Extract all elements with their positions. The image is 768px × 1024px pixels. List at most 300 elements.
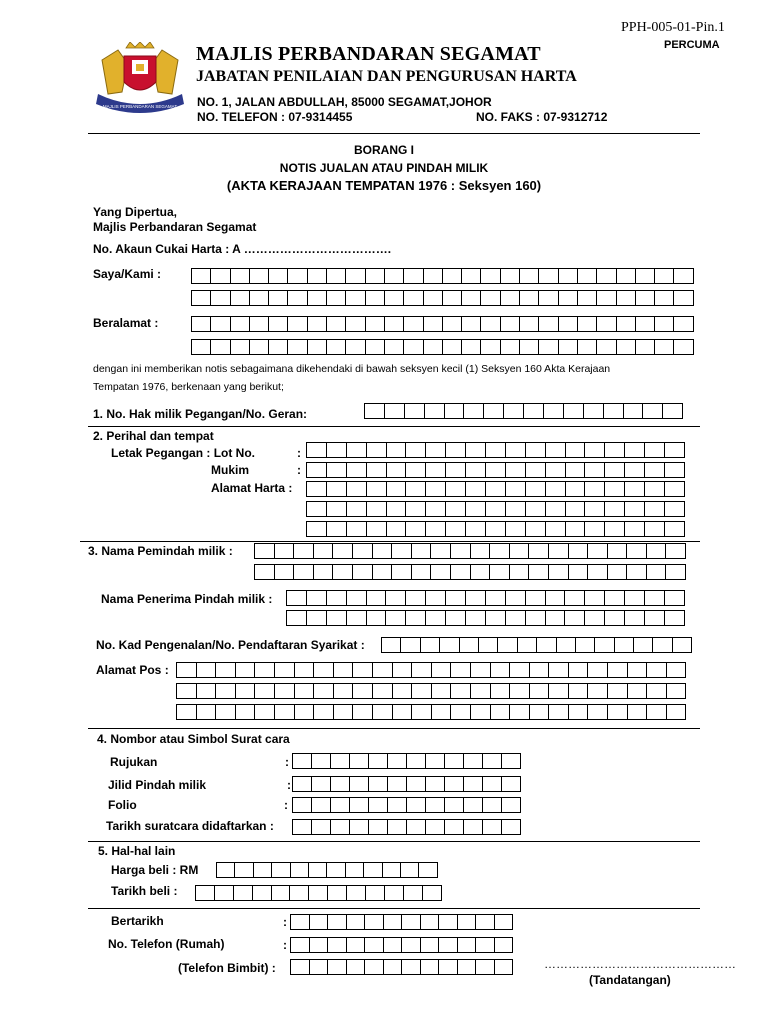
char-box[interactable] (249, 268, 269, 284)
char-box[interactable] (604, 462, 625, 478)
char-box[interactable] (475, 937, 495, 953)
char-box[interactable] (352, 543, 373, 559)
char-box[interactable] (457, 914, 477, 930)
char-box[interactable] (400, 862, 419, 878)
char-box[interactable] (333, 662, 354, 678)
char-box[interactable] (568, 704, 589, 720)
char-box[interactable] (505, 590, 526, 606)
char-box[interactable] (444, 776, 464, 792)
char-box[interactable] (425, 590, 446, 606)
char-box[interactable] (465, 521, 486, 537)
char-box[interactable] (230, 316, 250, 332)
reference-boxes[interactable] (292, 753, 520, 769)
char-box[interactable] (423, 316, 443, 332)
char-box[interactable] (191, 316, 211, 332)
char-box[interactable] (216, 862, 235, 878)
char-box[interactable] (545, 521, 566, 537)
char-box[interactable] (387, 753, 407, 769)
char-box[interactable] (556, 637, 576, 653)
char-box[interactable] (403, 885, 423, 901)
char-box[interactable] (191, 268, 211, 284)
char-box[interactable] (349, 776, 369, 792)
char-box[interactable] (271, 885, 291, 901)
char-box[interactable] (363, 862, 382, 878)
char-box[interactable] (465, 462, 486, 478)
lot-number-boxes[interactable] (306, 442, 684, 458)
char-box[interactable] (517, 637, 537, 653)
char-box[interactable] (345, 862, 364, 878)
char-box[interactable] (249, 316, 269, 332)
char-box[interactable] (607, 704, 628, 720)
char-box[interactable] (519, 268, 539, 284)
char-box[interactable] (465, 590, 486, 606)
char-box[interactable] (293, 564, 314, 580)
char-box[interactable] (548, 564, 569, 580)
char-box[interactable] (584, 481, 605, 497)
char-box[interactable] (327, 885, 347, 901)
char-box[interactable] (635, 290, 655, 306)
char-box[interactable] (254, 662, 275, 678)
char-box[interactable] (345, 290, 365, 306)
char-box[interactable] (430, 543, 451, 559)
char-box[interactable] (662, 403, 683, 419)
char-box[interactable] (482, 753, 502, 769)
char-box[interactable] (565, 521, 586, 537)
char-box[interactable] (386, 521, 407, 537)
char-box[interactable] (307, 290, 327, 306)
char-box[interactable] (596, 268, 616, 284)
char-box[interactable] (252, 885, 272, 901)
char-box[interactable] (644, 590, 665, 606)
char-box[interactable] (326, 481, 347, 497)
char-box[interactable] (311, 819, 331, 835)
char-box[interactable] (439, 637, 459, 653)
char-box[interactable] (425, 521, 446, 537)
char-box[interactable] (584, 501, 605, 517)
char-box[interactable] (445, 501, 466, 517)
char-box[interactable] (627, 662, 648, 678)
char-box[interactable] (383, 914, 403, 930)
char-box[interactable] (445, 481, 466, 497)
char-box[interactable] (545, 501, 566, 517)
char-box[interactable] (286, 610, 307, 626)
char-box[interactable] (176, 704, 197, 720)
ic-registration-boxes[interactable] (381, 637, 691, 653)
char-box[interactable] (646, 683, 667, 699)
char-box[interactable] (673, 290, 693, 306)
char-box[interactable] (191, 339, 211, 355)
char-box[interactable] (490, 683, 511, 699)
char-box[interactable] (538, 290, 558, 306)
char-box[interactable] (405, 442, 426, 458)
char-box[interactable] (333, 683, 354, 699)
char-box[interactable] (425, 776, 445, 792)
char-box[interactable] (268, 339, 288, 355)
char-box[interactable] (644, 521, 665, 537)
char-box[interactable] (587, 704, 608, 720)
char-box[interactable] (346, 914, 366, 930)
char-box[interactable] (558, 339, 578, 355)
char-box[interactable] (545, 442, 566, 458)
char-box[interactable] (384, 316, 404, 332)
char-box[interactable] (313, 543, 334, 559)
char-box[interactable] (372, 683, 393, 699)
char-box[interactable] (525, 590, 546, 606)
char-box[interactable] (626, 564, 647, 580)
char-box[interactable] (345, 339, 365, 355)
char-box[interactable] (345, 268, 365, 284)
char-box[interactable] (565, 442, 586, 458)
char-box[interactable] (463, 776, 483, 792)
char-box[interactable] (313, 683, 334, 699)
char-box[interactable] (509, 662, 530, 678)
char-box[interactable] (525, 610, 546, 626)
beralamat-boxes-row1[interactable] (191, 316, 693, 332)
char-box[interactable] (309, 937, 329, 953)
char-box[interactable] (444, 797, 464, 813)
char-box[interactable] (475, 914, 495, 930)
char-box[interactable] (444, 403, 465, 419)
char-box[interactable] (425, 481, 446, 497)
char-box[interactable] (665, 564, 686, 580)
char-box[interactable] (509, 704, 530, 720)
char-box[interactable] (268, 268, 288, 284)
char-box[interactable] (475, 959, 495, 975)
char-box[interactable] (438, 914, 458, 930)
char-box[interactable] (176, 683, 197, 699)
char-box[interactable] (406, 819, 426, 835)
char-box[interactable] (445, 442, 466, 458)
char-box[interactable] (330, 753, 350, 769)
transferee-name-boxes-row2[interactable] (286, 610, 684, 626)
char-box[interactable] (326, 610, 347, 626)
char-box[interactable] (480, 290, 500, 306)
char-box[interactable] (604, 610, 625, 626)
char-box[interactable] (405, 610, 426, 626)
char-box[interactable] (485, 521, 506, 537)
char-box[interactable] (558, 316, 578, 332)
char-box[interactable] (326, 442, 347, 458)
char-box[interactable] (494, 914, 514, 930)
char-box[interactable] (442, 339, 462, 355)
char-box[interactable] (234, 862, 253, 878)
char-box[interactable] (366, 501, 387, 517)
char-box[interactable] (326, 339, 346, 355)
char-box[interactable] (352, 564, 373, 580)
char-box[interactable] (646, 662, 667, 678)
char-box[interactable] (401, 937, 421, 953)
char-box[interactable] (604, 501, 625, 517)
char-box[interactable] (644, 462, 665, 478)
char-box[interactable] (565, 501, 586, 517)
char-box[interactable] (366, 442, 387, 458)
char-box[interactable] (349, 797, 369, 813)
transferee-name-boxes-row1[interactable] (286, 590, 684, 606)
char-box[interactable] (463, 819, 483, 835)
char-box[interactable] (307, 316, 327, 332)
char-box[interactable] (654, 290, 674, 306)
char-box[interactable] (635, 268, 655, 284)
char-box[interactable] (365, 316, 385, 332)
char-box[interactable] (368, 753, 388, 769)
char-box[interactable] (401, 914, 421, 930)
char-box[interactable] (616, 268, 636, 284)
char-box[interactable] (500, 268, 520, 284)
char-box[interactable] (633, 637, 653, 653)
char-box[interactable] (274, 704, 295, 720)
char-box[interactable] (365, 290, 385, 306)
char-box[interactable] (332, 564, 353, 580)
char-box[interactable] (384, 885, 404, 901)
char-box[interactable] (519, 339, 539, 355)
char-box[interactable] (386, 462, 407, 478)
char-box[interactable] (411, 704, 432, 720)
char-box[interactable] (529, 704, 550, 720)
char-box[interactable] (308, 885, 328, 901)
char-box[interactable] (445, 521, 466, 537)
char-box[interactable] (624, 501, 645, 517)
char-box[interactable] (584, 521, 605, 537)
char-box[interactable] (528, 564, 549, 580)
char-box[interactable] (346, 959, 366, 975)
char-box[interactable] (616, 316, 636, 332)
char-box[interactable] (385, 590, 406, 606)
folio-boxes[interactable] (292, 797, 520, 813)
char-box[interactable] (326, 590, 347, 606)
char-box[interactable] (253, 862, 272, 878)
char-box[interactable] (564, 610, 585, 626)
char-box[interactable] (352, 683, 373, 699)
char-box[interactable] (411, 662, 432, 678)
mobile-phone-boxes[interactable] (290, 959, 512, 975)
char-box[interactable] (500, 316, 520, 332)
char-box[interactable] (568, 662, 589, 678)
char-box[interactable] (624, 481, 645, 497)
char-box[interactable] (403, 316, 423, 332)
char-box[interactable] (480, 268, 500, 284)
purchase-price-boxes[interactable] (216, 862, 437, 878)
char-box[interactable] (364, 914, 384, 930)
char-box[interactable] (313, 564, 334, 580)
char-box[interactable] (290, 937, 310, 953)
char-box[interactable] (254, 704, 275, 720)
char-box[interactable] (346, 481, 367, 497)
char-box[interactable] (525, 501, 546, 517)
char-box[interactable] (366, 521, 387, 537)
char-box[interactable] (565, 481, 586, 497)
char-box[interactable] (624, 462, 645, 478)
char-box[interactable] (501, 797, 521, 813)
char-box[interactable] (431, 704, 452, 720)
char-box[interactable] (525, 442, 546, 458)
char-box[interactable] (587, 683, 608, 699)
char-box[interactable] (309, 959, 329, 975)
char-box[interactable] (494, 937, 514, 953)
char-box[interactable] (442, 316, 462, 332)
saya-kami-boxes-row1[interactable] (191, 268, 693, 284)
mukim-boxes[interactable] (306, 462, 684, 478)
char-box[interactable] (457, 937, 477, 953)
char-box[interactable] (644, 610, 665, 626)
char-box[interactable] (459, 637, 479, 653)
char-box[interactable] (635, 316, 655, 332)
char-box[interactable] (311, 753, 331, 769)
char-box[interactable] (485, 481, 506, 497)
char-box[interactable] (306, 590, 327, 606)
char-box[interactable] (346, 610, 367, 626)
saya-kami-boxes-row2[interactable] (191, 290, 693, 306)
char-box[interactable] (664, 610, 685, 626)
char-box[interactable] (548, 662, 569, 678)
char-box[interactable] (545, 610, 566, 626)
char-box[interactable] (274, 683, 295, 699)
char-box[interactable] (294, 662, 315, 678)
char-box[interactable] (382, 862, 401, 878)
char-box[interactable] (254, 543, 275, 559)
char-box[interactable] (644, 501, 665, 517)
char-box[interactable] (635, 339, 655, 355)
char-box[interactable] (400, 637, 420, 653)
char-box[interactable] (196, 683, 217, 699)
char-box[interactable] (538, 339, 558, 355)
char-box[interactable] (654, 339, 674, 355)
property-address-boxes-row1[interactable] (306, 481, 684, 497)
char-box[interactable] (545, 462, 566, 478)
char-box[interactable] (489, 564, 510, 580)
char-box[interactable] (230, 290, 250, 306)
char-box[interactable] (664, 442, 685, 458)
char-box[interactable] (364, 959, 384, 975)
char-box[interactable] (392, 662, 413, 678)
char-box[interactable] (292, 776, 312, 792)
char-box[interactable] (366, 481, 387, 497)
char-box[interactable] (346, 521, 367, 537)
char-box[interactable] (425, 462, 446, 478)
char-box[interactable] (349, 753, 369, 769)
char-box[interactable] (411, 683, 432, 699)
char-box[interactable] (444, 819, 464, 835)
char-box[interactable] (501, 819, 521, 835)
char-box[interactable] (425, 753, 445, 769)
char-box[interactable] (584, 462, 605, 478)
char-box[interactable] (214, 885, 234, 901)
char-box[interactable] (623, 403, 644, 419)
char-box[interactable] (289, 885, 309, 901)
char-box[interactable] (646, 543, 667, 559)
char-box[interactable] (346, 442, 367, 458)
char-box[interactable] (604, 442, 625, 458)
char-box[interactable] (383, 937, 403, 953)
char-box[interactable] (587, 662, 608, 678)
char-box[interactable] (215, 662, 236, 678)
char-box[interactable] (624, 521, 645, 537)
char-box[interactable] (366, 610, 387, 626)
char-box[interactable] (422, 885, 442, 901)
char-box[interactable] (503, 403, 524, 419)
char-box[interactable] (666, 683, 687, 699)
char-box[interactable] (624, 610, 645, 626)
char-box[interactable] (404, 403, 425, 419)
char-box[interactable] (490, 662, 511, 678)
char-box[interactable] (596, 290, 616, 306)
char-box[interactable] (505, 462, 526, 478)
char-box[interactable] (327, 937, 347, 953)
char-box[interactable] (548, 543, 569, 559)
char-box[interactable] (470, 662, 491, 678)
char-box[interactable] (463, 797, 483, 813)
char-box[interactable] (525, 481, 546, 497)
char-box[interactable] (528, 543, 549, 559)
char-box[interactable] (349, 819, 369, 835)
char-box[interactable] (604, 590, 625, 606)
char-box[interactable] (254, 564, 275, 580)
char-box[interactable] (387, 797, 407, 813)
char-box[interactable] (210, 290, 230, 306)
char-box[interactable] (442, 268, 462, 284)
char-box[interactable] (420, 914, 440, 930)
char-box[interactable] (525, 462, 546, 478)
char-box[interactable] (565, 462, 586, 478)
char-box[interactable] (274, 543, 295, 559)
char-box[interactable] (254, 683, 275, 699)
char-box[interactable] (483, 403, 504, 419)
char-box[interactable] (604, 481, 625, 497)
char-box[interactable] (445, 590, 466, 606)
char-box[interactable] (424, 403, 445, 419)
char-box[interactable] (287, 316, 307, 332)
char-box[interactable] (392, 704, 413, 720)
char-box[interactable] (326, 290, 346, 306)
char-box[interactable] (292, 819, 312, 835)
char-box[interactable] (596, 316, 616, 332)
char-box[interactable] (465, 610, 486, 626)
char-box[interactable] (306, 442, 327, 458)
char-box[interactable] (372, 704, 393, 720)
char-box[interactable] (558, 268, 578, 284)
char-box[interactable] (596, 339, 616, 355)
char-box[interactable] (405, 521, 426, 537)
char-box[interactable] (292, 797, 312, 813)
char-box[interactable] (646, 564, 667, 580)
char-box[interactable] (405, 462, 426, 478)
char-box[interactable] (461, 268, 481, 284)
char-box[interactable] (538, 268, 558, 284)
char-box[interactable] (465, 442, 486, 458)
char-box[interactable] (519, 316, 539, 332)
char-box[interactable] (450, 564, 471, 580)
char-box[interactable] (644, 442, 665, 458)
char-box[interactable] (482, 819, 502, 835)
char-box[interactable] (529, 662, 550, 678)
char-box[interactable] (196, 662, 217, 678)
char-box[interactable] (529, 683, 550, 699)
char-box[interactable] (624, 590, 645, 606)
char-box[interactable] (548, 683, 569, 699)
char-box[interactable] (664, 590, 685, 606)
char-box[interactable] (372, 564, 393, 580)
char-box[interactable] (465, 501, 486, 517)
char-box[interactable] (431, 662, 452, 678)
char-box[interactable] (523, 403, 544, 419)
char-box[interactable] (587, 543, 608, 559)
char-box[interactable] (438, 937, 458, 953)
char-box[interactable] (577, 316, 597, 332)
char-box[interactable] (485, 462, 506, 478)
char-box[interactable] (326, 462, 347, 478)
char-box[interactable] (330, 797, 350, 813)
char-box[interactable] (405, 501, 426, 517)
char-box[interactable] (482, 797, 502, 813)
